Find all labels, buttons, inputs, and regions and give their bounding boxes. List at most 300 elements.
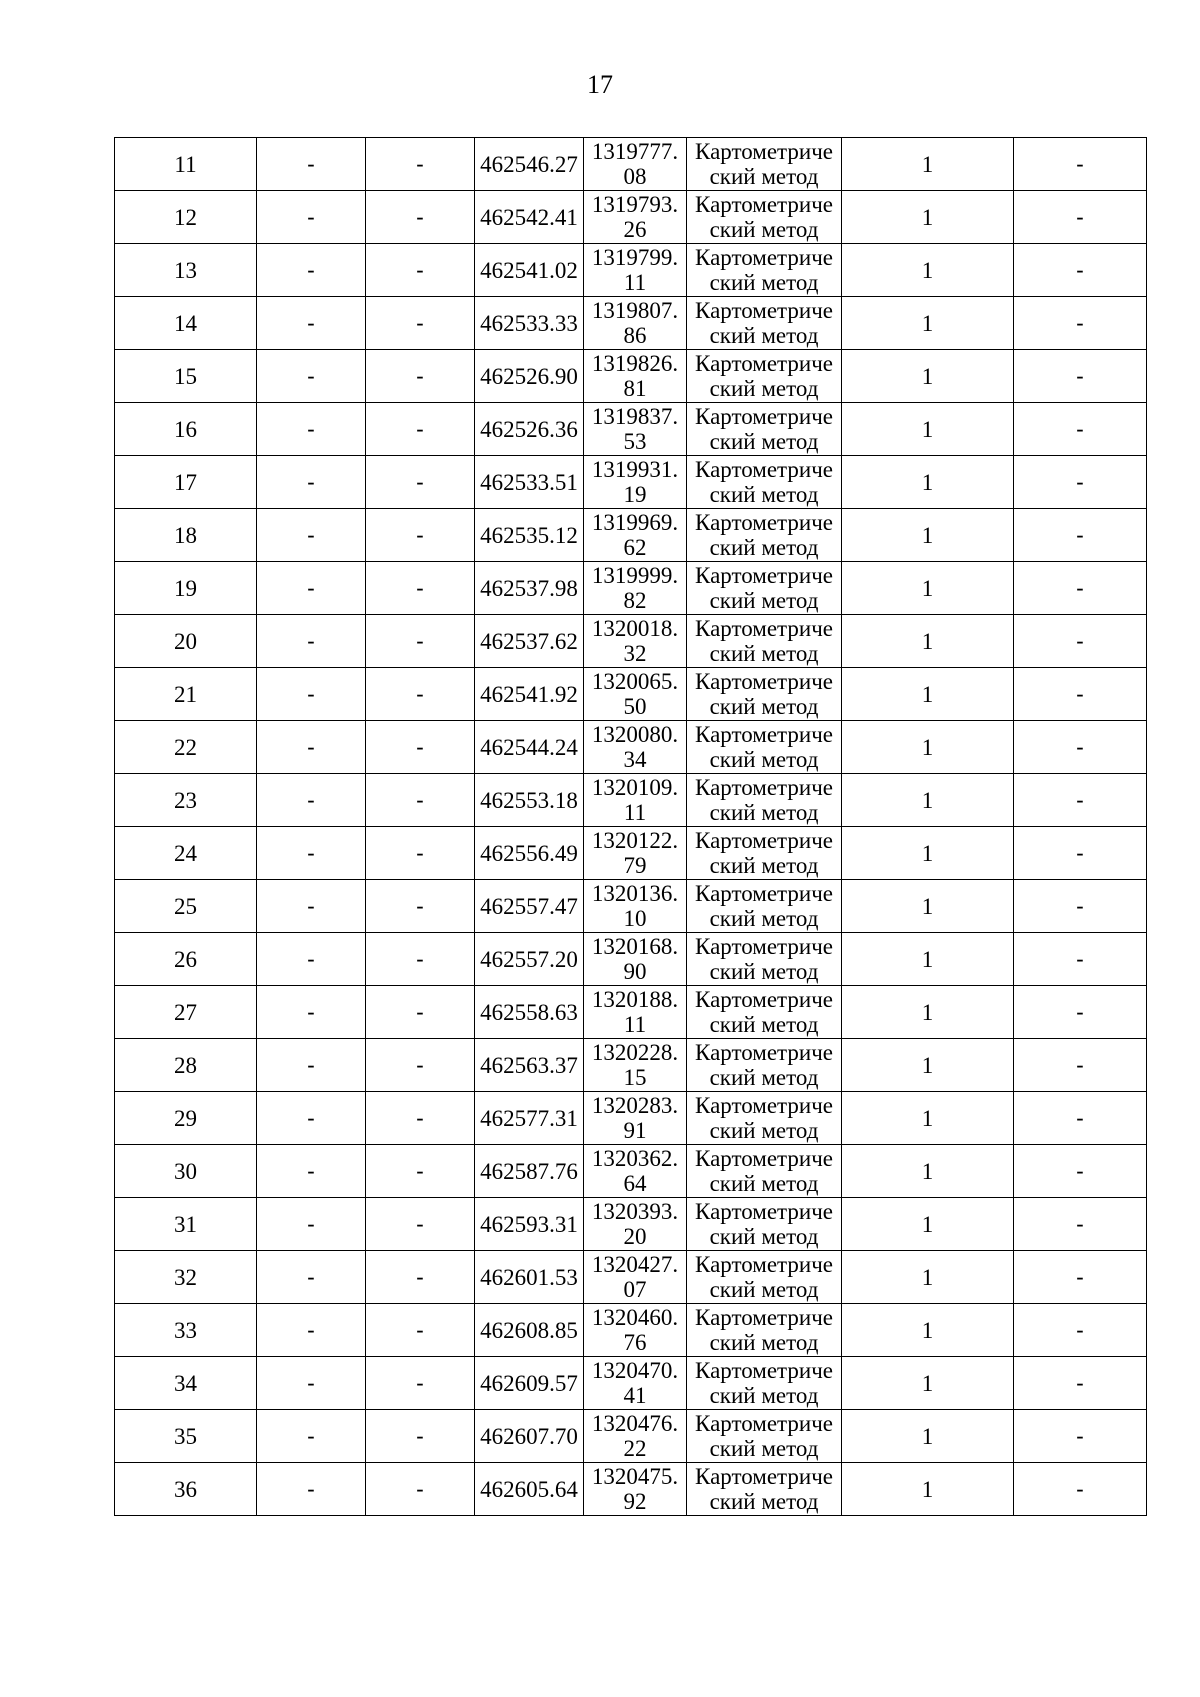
y-coordinate-line: 1319969.	[591, 510, 679, 535]
point-number-cell: 19	[115, 562, 257, 615]
accuracy-cell: 1	[842, 1251, 1014, 1304]
method-line: ский метод	[709, 429, 819, 454]
col2-cell: -	[257, 1039, 366, 1092]
accuracy-cell: 1	[842, 403, 1014, 456]
method-line: Картометриче	[695, 563, 833, 588]
x-coordinate-cell: 462601.53	[475, 1251, 584, 1304]
method-line: ский метод	[709, 482, 819, 507]
col2-cell: -	[257, 880, 366, 933]
method-line: Картометриче	[695, 1252, 833, 1277]
table-row	[115, 1198, 1147, 1251]
point-number-cell: 21	[115, 668, 257, 721]
accuracy-cell: 1	[842, 1198, 1014, 1251]
y-coordinate-line: 64	[623, 1171, 647, 1196]
y-coordinate-line: 1320283.	[591, 1093, 679, 1118]
accuracy-cell: 1	[842, 827, 1014, 880]
col2-cell: -	[257, 403, 366, 456]
method-line: Картометриче	[695, 669, 833, 694]
method-line: ский метод	[709, 1383, 819, 1408]
col3-cell: -	[366, 1092, 475, 1145]
col3-cell: -	[366, 509, 475, 562]
col2-cell: -	[257, 350, 366, 403]
y-coordinate-line: 11	[623, 800, 647, 825]
y-coordinate-line: 1319931.	[591, 457, 679, 482]
col2-cell: -	[257, 1304, 366, 1357]
table-row	[115, 562, 1147, 615]
col3-cell: -	[366, 191, 475, 244]
method-line: ский метод	[709, 1224, 819, 1249]
table-row	[115, 1357, 1147, 1410]
y-coordinate-line: 1320475.	[591, 1464, 679, 1489]
col3-cell: -	[366, 615, 475, 668]
table-row	[115, 1251, 1147, 1304]
y-coordinate-cell	[584, 509, 687, 562]
table-row	[115, 668, 1147, 721]
point-number-cell: 24	[115, 827, 257, 880]
col9-cell: -	[1014, 1092, 1147, 1145]
accuracy-cell: 1	[842, 1145, 1014, 1198]
col9-cell: -	[1014, 774, 1147, 827]
point-number-cell: 30	[115, 1145, 257, 1198]
y-coordinate-line: 26	[623, 217, 647, 242]
y-coordinate-cell	[584, 1463, 687, 1516]
y-coordinate-line: 86	[623, 323, 647, 348]
table-row	[115, 138, 1147, 191]
y-coordinate-line: 1320427.	[591, 1252, 679, 1277]
x-coordinate-cell: 462526.36	[475, 403, 584, 456]
table-row	[115, 509, 1147, 562]
method-line: Картометриче	[695, 775, 833, 800]
method-cell	[687, 1304, 842, 1357]
col2-cell: -	[257, 1463, 366, 1516]
accuracy-cell: 1	[842, 1039, 1014, 1092]
method-line: Картометриче	[695, 139, 833, 164]
table-row	[115, 1304, 1147, 1357]
col9-cell: -	[1014, 1039, 1147, 1092]
x-coordinate-cell: 462607.70	[475, 1410, 584, 1463]
method-line: ский метод	[709, 588, 819, 613]
col2-cell: -	[257, 1145, 366, 1198]
col3-cell: -	[366, 1039, 475, 1092]
accuracy-cell: 1	[842, 509, 1014, 562]
y-coordinate-cell	[584, 880, 687, 933]
method-line: Картометриче	[695, 298, 833, 323]
method-cell	[687, 615, 842, 668]
y-coordinate-line: 1319837.	[591, 404, 679, 429]
method-line: ский метод	[709, 853, 819, 878]
y-coordinate-line: 08	[623, 164, 647, 189]
col2-cell: -	[257, 1092, 366, 1145]
y-coordinate-cell	[584, 191, 687, 244]
method-cell	[687, 350, 842, 403]
accuracy-cell: 1	[842, 933, 1014, 986]
col9-cell: -	[1014, 244, 1147, 297]
y-coordinate-cell	[584, 1092, 687, 1145]
col9-cell: -	[1014, 350, 1147, 403]
y-coordinate-line: 91	[623, 1118, 647, 1143]
x-coordinate-cell: 462544.24	[475, 721, 584, 774]
method-cell	[687, 244, 842, 297]
method-cell	[687, 138, 842, 191]
method-cell	[687, 191, 842, 244]
col2-cell: -	[257, 138, 366, 191]
method-cell	[687, 986, 842, 1039]
accuracy-cell: 1	[842, 1410, 1014, 1463]
point-number-cell: 13	[115, 244, 257, 297]
method-line: ский метод	[709, 217, 819, 242]
method-line: Картометриче	[695, 1305, 833, 1330]
y-coordinate-cell	[584, 1039, 687, 1092]
accuracy-cell: 1	[842, 880, 1014, 933]
accuracy-cell: 1	[842, 191, 1014, 244]
x-coordinate-cell: 462541.92	[475, 668, 584, 721]
accuracy-cell: 1	[842, 562, 1014, 615]
method-line: Картометриче	[695, 1358, 833, 1383]
y-coordinate-cell	[584, 1410, 687, 1463]
point-number-cell: 18	[115, 509, 257, 562]
method-line: Картометриче	[695, 351, 833, 376]
page-number: 17	[587, 70, 613, 99]
point-number-cell: 14	[115, 297, 257, 350]
point-number-cell: 12	[115, 191, 257, 244]
x-coordinate-cell: 462526.90	[475, 350, 584, 403]
col2-cell: -	[257, 827, 366, 880]
col2-cell: -	[257, 615, 366, 668]
col3-cell: -	[366, 668, 475, 721]
method-cell	[687, 933, 842, 986]
method-cell	[687, 1410, 842, 1463]
accuracy-cell: 1	[842, 1304, 1014, 1357]
y-coordinate-cell	[584, 721, 687, 774]
col3-cell: -	[366, 1145, 475, 1198]
method-line: ский метод	[709, 270, 819, 295]
method-line: ский метод	[709, 535, 819, 560]
method-cell	[687, 1463, 842, 1516]
y-coordinate-line: 1319799.	[591, 245, 679, 270]
table-row	[115, 350, 1147, 403]
point-number-cell: 36	[115, 1463, 257, 1516]
method-line: ский метод	[709, 1330, 819, 1355]
col9-cell: -	[1014, 1304, 1147, 1357]
table-row	[115, 1092, 1147, 1145]
y-coordinate-cell	[584, 350, 687, 403]
col9-cell: -	[1014, 562, 1147, 615]
coordinates-table	[114, 137, 1147, 1516]
accuracy-cell: 1	[842, 350, 1014, 403]
col3-cell: -	[366, 986, 475, 1039]
method-cell	[687, 1039, 842, 1092]
col2-cell: -	[257, 562, 366, 615]
y-coordinate-line: 34	[623, 747, 647, 772]
method-cell	[687, 1145, 842, 1198]
method-cell	[687, 1251, 842, 1304]
col2-cell: -	[257, 986, 366, 1039]
y-coordinate-cell	[584, 1145, 687, 1198]
y-coordinate-line: 20	[623, 1224, 647, 1249]
col2-cell: -	[257, 509, 366, 562]
y-coordinate-line: 15	[623, 1065, 647, 1090]
table-row	[115, 297, 1147, 350]
method-line: ский метод	[709, 1012, 819, 1037]
y-coordinate-line: 1320470.	[591, 1358, 679, 1383]
point-number-cell: 16	[115, 403, 257, 456]
y-coordinate-line: 11	[623, 270, 647, 295]
point-number-cell: 28	[115, 1039, 257, 1092]
table-row	[115, 191, 1147, 244]
y-coordinate-line: 1320168.	[591, 934, 679, 959]
y-coordinate-line: 1320188.	[591, 987, 679, 1012]
col9-cell: -	[1014, 880, 1147, 933]
method-cell	[687, 1092, 842, 1145]
x-coordinate-cell: 462556.49	[475, 827, 584, 880]
col3-cell: -	[366, 933, 475, 986]
x-coordinate-cell: 462609.57	[475, 1357, 584, 1410]
y-coordinate-line: 82	[623, 588, 647, 613]
col2-cell: -	[257, 774, 366, 827]
table-row	[115, 986, 1147, 1039]
method-line: Картометриче	[695, 1093, 833, 1118]
col3-cell: -	[366, 297, 475, 350]
point-number-cell: 15	[115, 350, 257, 403]
point-number-cell: 33	[115, 1304, 257, 1357]
accuracy-cell: 1	[842, 615, 1014, 668]
col9-cell: -	[1014, 933, 1147, 986]
col9-cell: -	[1014, 403, 1147, 456]
x-coordinate-cell: 462605.64	[475, 1463, 584, 1516]
col2-cell: -	[257, 191, 366, 244]
method-cell	[687, 774, 842, 827]
y-coordinate-line: 1320476.	[591, 1411, 679, 1436]
y-coordinate-cell	[584, 1357, 687, 1410]
method-line: ский метод	[709, 376, 819, 401]
table-row	[115, 933, 1147, 986]
col9-cell: -	[1014, 297, 1147, 350]
accuracy-cell: 1	[842, 668, 1014, 721]
x-coordinate-cell: 462535.12	[475, 509, 584, 562]
x-coordinate-cell: 462553.18	[475, 774, 584, 827]
method-line: ский метод	[709, 906, 819, 931]
method-line: Картометриче	[695, 828, 833, 853]
x-coordinate-cell: 462533.33	[475, 297, 584, 350]
method-line: ский метод	[709, 164, 819, 189]
y-coordinate-line: 92	[623, 1489, 647, 1514]
accuracy-cell: 1	[842, 244, 1014, 297]
method-line: Картометриче	[695, 616, 833, 641]
x-coordinate-cell: 462533.51	[475, 456, 584, 509]
col3-cell: -	[366, 350, 475, 403]
method-line: Картометриче	[695, 934, 833, 959]
y-coordinate-line: 1320228.	[591, 1040, 679, 1065]
accuracy-cell: 1	[842, 1357, 1014, 1410]
point-number-cell: 34	[115, 1357, 257, 1410]
x-coordinate-cell: 462537.98	[475, 562, 584, 615]
method-cell	[687, 403, 842, 456]
y-coordinate-line: 1319777.	[591, 139, 679, 164]
point-number-cell: 26	[115, 933, 257, 986]
table-row	[115, 403, 1147, 456]
method-cell	[687, 721, 842, 774]
col9-cell: -	[1014, 191, 1147, 244]
col9-cell: -	[1014, 138, 1147, 191]
y-coordinate-cell	[584, 403, 687, 456]
method-line: ский метод	[709, 959, 819, 984]
point-number-cell: 25	[115, 880, 257, 933]
col9-cell: -	[1014, 456, 1147, 509]
y-coordinate-line: 1320109.	[591, 775, 679, 800]
method-line: ский метод	[709, 800, 819, 825]
col9-cell: -	[1014, 721, 1147, 774]
col3-cell: -	[366, 403, 475, 456]
method-line: ский метод	[709, 323, 819, 348]
y-coordinate-line: 1320393.	[591, 1199, 679, 1224]
point-number-cell: 20	[115, 615, 257, 668]
y-coordinate-cell	[584, 615, 687, 668]
method-cell	[687, 1357, 842, 1410]
method-cell	[687, 880, 842, 933]
x-coordinate-cell: 462557.20	[475, 933, 584, 986]
method-cell	[687, 562, 842, 615]
accuracy-cell: 1	[842, 297, 1014, 350]
col3-cell: -	[366, 721, 475, 774]
accuracy-cell: 1	[842, 774, 1014, 827]
method-cell	[687, 509, 842, 562]
y-coordinate-cell	[584, 244, 687, 297]
x-coordinate-cell: 462608.85	[475, 1304, 584, 1357]
y-coordinate-line: 1320362.	[591, 1146, 679, 1171]
x-coordinate-cell: 462593.31	[475, 1198, 584, 1251]
y-coordinate-cell	[584, 297, 687, 350]
y-coordinate-line: 1320065.	[591, 669, 679, 694]
y-coordinate-line: 76	[623, 1330, 647, 1355]
col2-cell: -	[257, 1357, 366, 1410]
col3-cell: -	[366, 456, 475, 509]
table-row	[115, 880, 1147, 933]
table-row	[115, 774, 1147, 827]
method-line: Картометриче	[695, 192, 833, 217]
y-coordinate-line: 90	[623, 959, 647, 984]
col3-cell: -	[366, 562, 475, 615]
y-coordinate-line: 62	[623, 535, 647, 560]
y-coordinate-line: 11	[623, 1012, 647, 1037]
col3-cell: -	[366, 1198, 475, 1251]
method-cell	[687, 827, 842, 880]
col3-cell: -	[366, 1251, 475, 1304]
col9-cell: -	[1014, 1357, 1147, 1410]
method-line: Картометриче	[695, 457, 833, 482]
method-cell	[687, 668, 842, 721]
y-coordinate-line: 1319999.	[591, 563, 679, 588]
y-coordinate-cell	[584, 986, 687, 1039]
col9-cell: -	[1014, 1463, 1147, 1516]
y-coordinate-line: 1319826.	[591, 351, 679, 376]
method-line: Картометриче	[695, 987, 833, 1012]
col9-cell: -	[1014, 1198, 1147, 1251]
col3-cell: -	[366, 1410, 475, 1463]
table-row	[115, 244, 1147, 297]
y-coordinate-line: 1320136.	[591, 881, 679, 906]
y-coordinate-line: 53	[623, 429, 647, 454]
y-coordinate-cell	[584, 1198, 687, 1251]
y-coordinate-line: 1320080.	[591, 722, 679, 747]
method-line: ский метод	[709, 641, 819, 666]
col9-cell: -	[1014, 986, 1147, 1039]
point-number-cell: 11	[115, 138, 257, 191]
col3-cell: -	[366, 138, 475, 191]
y-coordinate-cell	[584, 774, 687, 827]
y-coordinate-line: 50	[623, 694, 647, 719]
col2-cell: -	[257, 933, 366, 986]
method-line: Картометриче	[695, 510, 833, 535]
table-body	[115, 138, 1147, 1516]
y-coordinate-line: 1320460.	[591, 1305, 679, 1330]
y-coordinate-cell	[584, 1251, 687, 1304]
col2-cell: -	[257, 721, 366, 774]
x-coordinate-cell: 462563.37	[475, 1039, 584, 1092]
y-coordinate-line: 1319807.	[591, 298, 679, 323]
x-coordinate-cell: 462587.76	[475, 1145, 584, 1198]
y-coordinate-line: 19	[623, 482, 647, 507]
method-line: ский метод	[709, 1489, 819, 1514]
method-line: Картометриче	[695, 1411, 833, 1436]
accuracy-cell: 1	[842, 1463, 1014, 1516]
accuracy-cell: 1	[842, 1092, 1014, 1145]
table-row	[115, 827, 1147, 880]
method-line: ский метод	[709, 694, 819, 719]
x-coordinate-cell: 462577.31	[475, 1092, 584, 1145]
accuracy-cell: 1	[842, 986, 1014, 1039]
point-number-cell: 35	[115, 1410, 257, 1463]
y-coordinate-line: 10	[623, 906, 647, 931]
method-line: ский метод	[709, 1277, 819, 1302]
y-coordinate-cell	[584, 933, 687, 986]
col3-cell: -	[366, 1304, 475, 1357]
col3-cell: -	[366, 880, 475, 933]
col2-cell: -	[257, 1410, 366, 1463]
method-line: ский метод	[709, 1171, 819, 1196]
x-coordinate-cell: 462546.27	[475, 138, 584, 191]
accuracy-cell: 1	[842, 721, 1014, 774]
table-row	[115, 721, 1147, 774]
method-cell	[687, 1198, 842, 1251]
method-line: Картометриче	[695, 1199, 833, 1224]
y-coordinate-cell	[584, 456, 687, 509]
col3-cell: -	[366, 244, 475, 297]
y-coordinate-line: 1320018.	[591, 616, 679, 641]
method-line: ский метод	[709, 747, 819, 772]
y-coordinate-line: 22	[623, 1436, 647, 1461]
x-coordinate-cell: 462541.02	[475, 244, 584, 297]
method-cell	[687, 297, 842, 350]
x-coordinate-cell: 462537.62	[475, 615, 584, 668]
y-coordinate-line: 41	[623, 1383, 647, 1408]
col9-cell: -	[1014, 827, 1147, 880]
y-coordinate-line: 81	[623, 376, 647, 401]
table-row	[115, 1410, 1147, 1463]
method-line: Картометриче	[695, 1146, 833, 1171]
col3-cell: -	[366, 827, 475, 880]
y-coordinate-line: 79	[623, 853, 647, 878]
col2-cell: -	[257, 668, 366, 721]
method-line: Картометриче	[695, 404, 833, 429]
method-cell	[687, 456, 842, 509]
y-coordinate-cell	[584, 668, 687, 721]
table-row	[115, 615, 1147, 668]
col2-cell: -	[257, 1251, 366, 1304]
accuracy-cell: 1	[842, 456, 1014, 509]
table-row	[115, 456, 1147, 509]
point-number-cell: 23	[115, 774, 257, 827]
accuracy-cell: 1	[842, 138, 1014, 191]
